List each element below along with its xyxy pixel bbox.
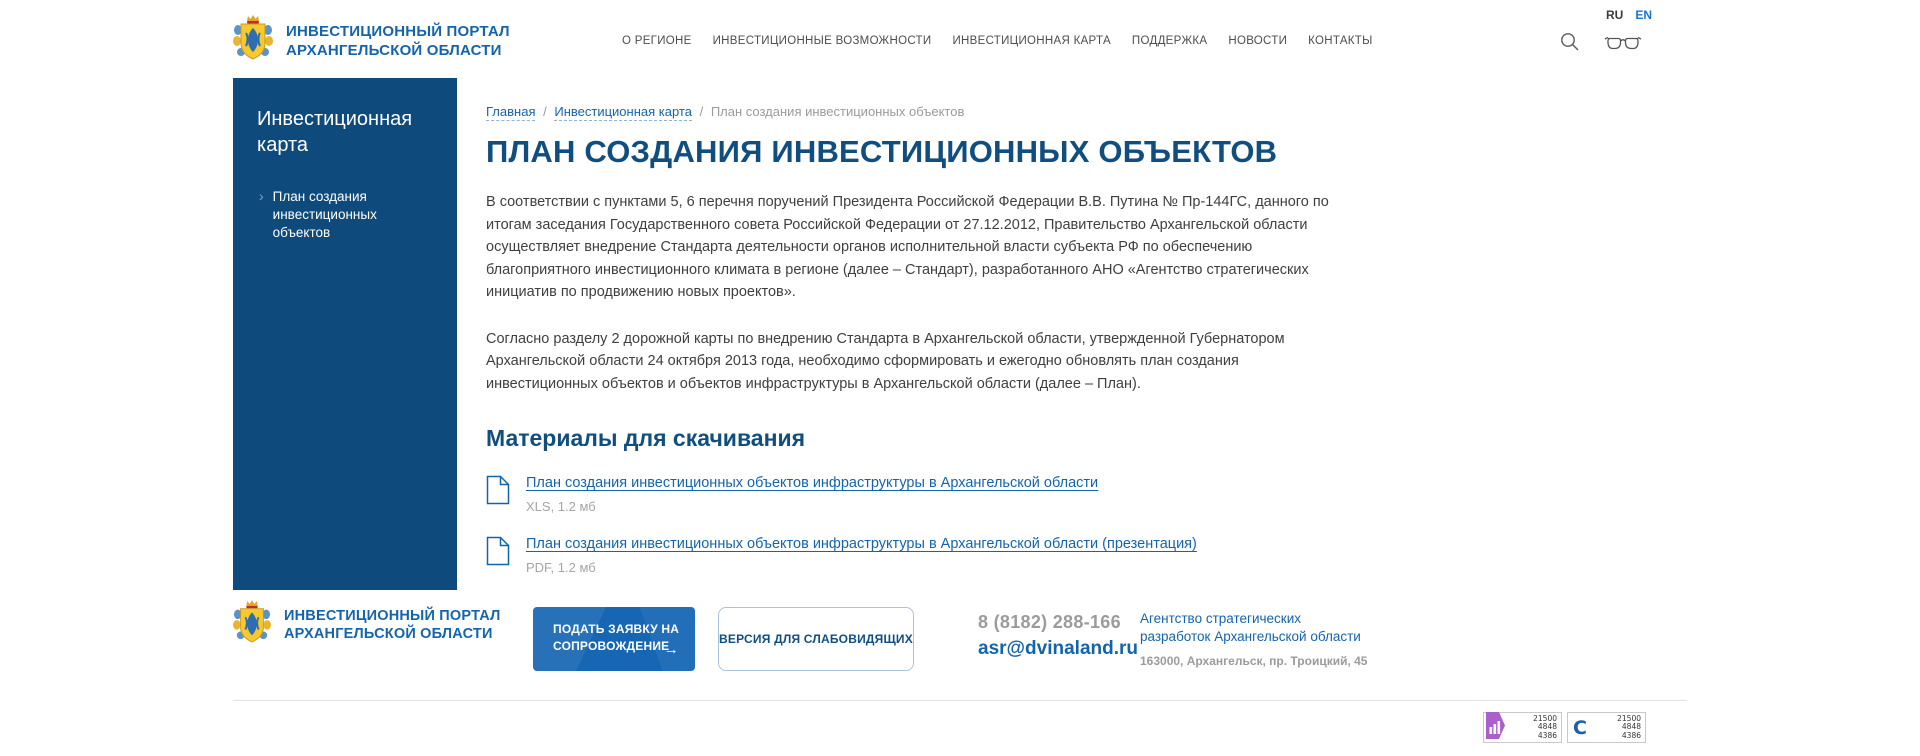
site-logo[interactable]: [233, 15, 510, 66]
nav-item-invest-map[interactable]: ИНВЕСТИЦИОННАЯ КАРТА: [952, 35, 1111, 47]
paragraph-1: В соответствии с пунктами 5, 6 перечня поручений Президента Российской Федерации В.В. Путина № Пр-144ГС, данного по итогам заседания Государственного совета Российской Федерации от 27.12.2012, Правительство Архангельской области осуществляет внедрение Стандарта деятельности органов исполнительной власти субъекта РФ по обеспечению благоприятного инвестиционного климата в регионе (далее – Стандарт), разработанного АНО «Агентство стратегических инициатив по продвижению новых проектов».: [486, 194, 1329, 300]
breadcrumb-separator: /: [543, 104, 547, 119]
nav-item-contacts[interactable]: КОНТАКТЫ: [1308, 35, 1373, 47]
counter-value: 21500: [1533, 713, 1557, 723]
email-link[interactable]: asr@dvinaland.ru: [978, 638, 1139, 659]
breadcrumb-current: План создания инвестиционных объектов: [710, 104, 965, 119]
chevron-right-icon: ›: [259, 188, 264, 204]
counter-value: 4848: [1621, 722, 1641, 732]
agency-address: 163000, Архангельск, пр. Троицкий, 45: [1140, 654, 1368, 668]
download-item-xls: [486, 474, 1338, 514]
breadcrumb: [486, 104, 1338, 119]
counter-value: 4848: [1537, 722, 1557, 732]
lang-ru-button[interactable]: RU: [1606, 8, 1624, 22]
paragraph-2: Согласно разделу 2 дорожной карты по внедрению Стандарта в Архангельской области, утвержденной Губернатором Архангельской области 24 октября 2013 года, необходимо сформировать и ежегодно обновлять план создания инвестиционных объектов и объектов инфраструктуры в Архангельской области (далее – План).: [486, 330, 1285, 392]
agency-name: Агентство стратегических разработок Архангельской области: [1140, 611, 1361, 644]
sidebar: [233, 78, 457, 590]
page-title: ПЛАН СОЗДАНИЯ ИНВЕСТИЦИОННЫХ ОБЪЕКТОВ: [486, 134, 1278, 169]
main-nav: [622, 35, 1373, 47]
footer-divider: [233, 700, 1687, 701]
agency-info: [1140, 610, 1375, 668]
file-icon: [486, 536, 510, 575]
nav-item-region[interactable]: О РЕГИОНЕ: [622, 35, 692, 47]
arrow-right-icon: →: [663, 641, 679, 658]
footer-logo[interactable]: [233, 600, 500, 649]
header: [0, 0, 1920, 78]
counter-value: 4386: [1537, 730, 1557, 740]
counter-badge-openstat[interactable]: [1483, 712, 1562, 743]
apply-support-button[interactable]: [533, 607, 695, 671]
footer-contacts: [978, 612, 1138, 660]
phone-number: 8 (8182) 288-166: [978, 612, 1121, 632]
download-link-pdf[interactable]: План создания инвестиционных объектов инфраструктуры в Архангельской области (презентация): [526, 536, 1197, 552]
footer-brand-line2: АРХАНГЕЛЬСКОЙ ОБЛАСТИ: [284, 625, 493, 642]
nav-item-support[interactable]: ПОДДЕРЖКА: [1131, 35, 1208, 47]
brand-title-line1: ИНВЕСТИЦИОННЫЙ ПОРТАЛ: [286, 22, 510, 40]
file-icon: [486, 475, 510, 514]
c-ring-icon: C: [1573, 716, 1587, 739]
coat-of-arms-icon: [233, 15, 273, 66]
brand-title-line2: АРХАНГЕЛЬСКОЙ ОБЛАСТИ: [286, 41, 502, 59]
breadcrumb-home[interactable]: Главная: [486, 104, 536, 119]
breadcrumb-invest-map[interactable]: Инвестиционная карта: [554, 104, 692, 119]
counter-badge-cy[interactable]: [1567, 712, 1646, 743]
bar-chart-icon: [1486, 712, 1505, 744]
language-switcher: [1606, 8, 1652, 22]
lang-en-button[interactable]: EN: [1635, 8, 1653, 22]
counter-value: 4386: [1621, 730, 1641, 740]
download-meta-xls: XLS, 1.2 мб: [526, 499, 596, 514]
breadcrumb-separator: /: [699, 104, 704, 119]
sidebar-title: Инвестиционная карта: [257, 108, 413, 156]
counter-value: 21500: [1617, 713, 1641, 723]
visit-counters: [1483, 712, 1646, 743]
sidebar-item-label: План создания инвестиционных объектов: [272, 189, 377, 240]
apply-support-label: ПОДАТЬ ЗАЯВКУ НА СОПРОВОЖДЕНИЕ: [553, 622, 680, 653]
visually-impaired-version-label: ВЕРСИЯ ДЛЯ СЛАБОВИДЯЩИХ: [719, 632, 913, 646]
nav-item-news[interactable]: НОВОСТИ: [1228, 35, 1288, 47]
search-icon[interactable]: [1560, 32, 1580, 52]
main-content: [486, 104, 1338, 596]
sidebar-item-plan[interactable]: [257, 188, 433, 242]
footer-brand-line1: ИНВЕСТИЦИОННЫЙ ПОРТАЛ: [284, 607, 501, 624]
glasses-icon[interactable]: [1604, 36, 1642, 51]
coat-of-arms-icon: [233, 600, 271, 649]
download-meta-pdf: PDF, 1.2 мб: [526, 560, 596, 575]
nav-item-invest-opportunities[interactable]: ИНВЕСТИЦИОННЫЕ ВОЗМОЖНОСТИ: [712, 35, 932, 47]
visually-impaired-version-button[interactable]: [718, 607, 914, 671]
download-link-xls[interactable]: План создания инвестиционных объектов инфраструктуры в Архангельской области: [526, 475, 1099, 491]
downloads-section-title: Материалы для скачивания: [486, 425, 806, 451]
download-item-pdf: [486, 535, 1338, 575]
